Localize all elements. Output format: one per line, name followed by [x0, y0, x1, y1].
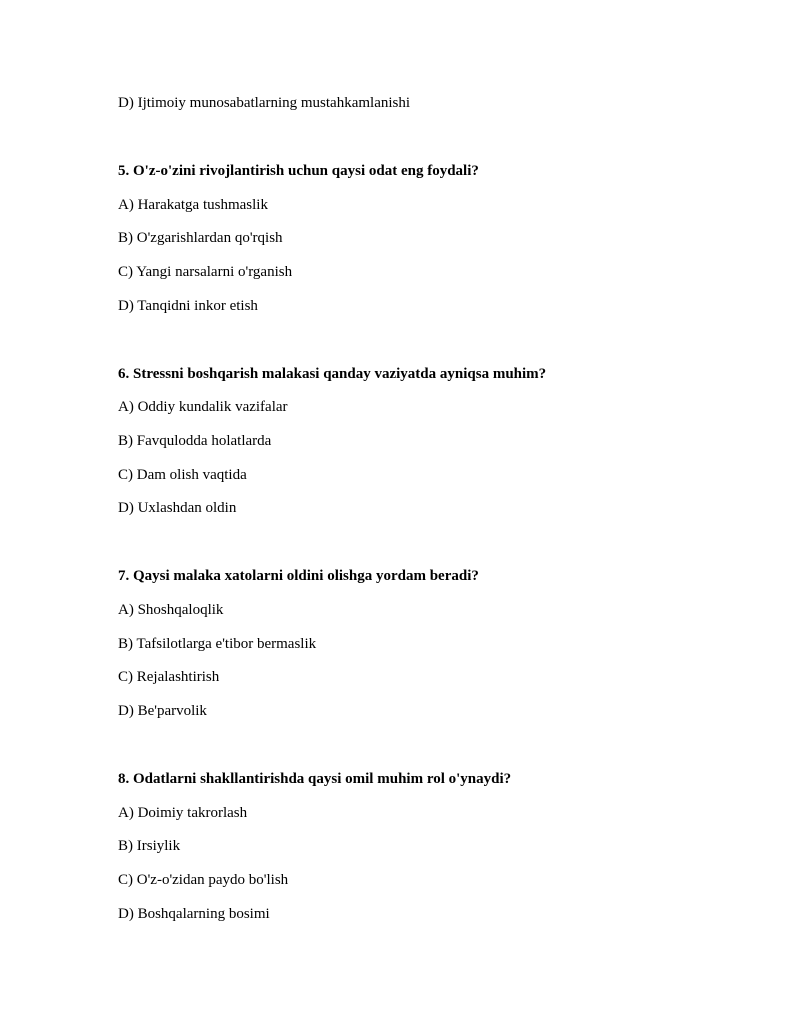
question-6-text: 6. Stressni boshqarish malakasi qanday vaziyatda ayniqsa muhim? [118, 366, 547, 382]
question-8-option-c: C) O'z-o'zidan paydo bo'lish [118, 872, 289, 888]
question-8-option-b: B) Irsiylik [118, 838, 181, 854]
question-8-option-d: D) Boshqalarning bosimi [118, 906, 270, 922]
question-7-text: 7. Qaysi malaka xatolarni oldini olishga yordam beradi? [118, 568, 479, 584]
question-5-text: 5. O'z-o'zini rivojlantirish uchun qaysi odat eng foydali? [118, 163, 479, 179]
question-8-text: 8. Odatlarni shakllantirishda qaysi omil muhim rol o'ynaydi? [118, 771, 512, 787]
question-6-option-a: A) Oddiy kundalik vazifalar [118, 399, 288, 415]
question-5-option-c: C) Yangi narsalarni o'rganish [118, 264, 293, 280]
question-7-option-b: B) Tafsilotlarga e'tibor bermaslik [118, 636, 317, 652]
question-5-option-a: A) Harakatga tushmaslik [118, 197, 268, 213]
question-6-option-d: D) Uxlashdan oldin [118, 500, 237, 516]
question-7-option-c: C) Rejalashtirish [118, 669, 220, 685]
question-6-option-b: B) Favqulodda holatlarda [118, 433, 272, 449]
question-7-option-a: A) Shoshqaloqlik [118, 602, 224, 618]
question-6-option-c: C) Dam olish vaqtida [118, 467, 247, 483]
question-5-option-d: D) Tanqidni inkor etish [118, 298, 258, 314]
option-text: D) Ijtimoiy munosabatlarning mustahkamlanishi [118, 95, 411, 111]
question-5-option-b: B) O'zgarishlardan qo'rqish [118, 230, 283, 246]
question-8-option-a: A) Doimiy takrorlash [118, 805, 248, 821]
question-7-option-d: D) Be'parvolik [118, 703, 207, 719]
